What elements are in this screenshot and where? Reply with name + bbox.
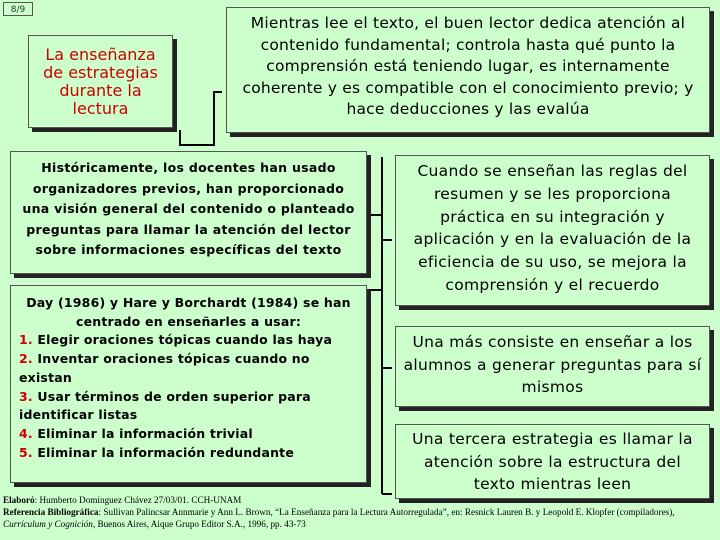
title-text: La enseñanza de estrategias durante la lectura	[43, 44, 158, 118]
item-number: 5.	[19, 444, 33, 460]
elaboro-label: Elaboró	[3, 495, 35, 505]
list-item	[19, 350, 358, 387]
credits	[3, 494, 717, 530]
third-strategy-text: Una tercera estrategia es llamar la atención sobre la estructura del texto mientras leen	[412, 430, 693, 493]
third-strategy-box	[395, 424, 710, 499]
item-text: Eliminar la información redundante	[32, 444, 295, 460]
item-number: 3.	[19, 388, 33, 404]
slide-number: 8/9	[3, 2, 33, 16]
reference-text-1: : Sullivan Palincsar Annmarie y Ann L. Brown, “La Enseñanza para la Lectura Autorregulada”, en: Resnick Lauren B. y Leopold E. Klopfer (compiladores),	[98, 507, 675, 517]
historic-text: Históricamente, los docentes han usado organizadores previos, han proporcionado una visión general del contenido o planteado preguntas para llamar la atención del lector sobre informaciones específicas del texto	[22, 160, 355, 257]
rule-box	[395, 155, 710, 306]
top-text: Mientras lee el texto, el buen lector dedica atención al contenido fundamental; controla hasta qué punto la comprensión está teniendo lugar, es internamente coherente y es compatible con el conocimiento previo; y hace deducciones y las evalúa	[242, 14, 694, 118]
credits-reference	[3, 506, 717, 530]
item-text: Usar términos de orden superior para identificar listas	[19, 388, 311, 423]
title-box	[28, 35, 173, 128]
reference-text-2: , Buenos Aires, Aique Grupo Editor S.A., 1996, pp. 43-73	[92, 519, 306, 529]
item-number: 1.	[19, 332, 33, 348]
item-text: Inventar oraciones tópicas cuando no existan	[19, 351, 310, 385]
item-number: 4.	[19, 425, 33, 441]
list-item	[19, 388, 358, 425]
credits-elaboro	[3, 494, 717, 506]
item-text: Elegir oraciones tópicas cuando las haya	[32, 332, 333, 348]
historic-box	[10, 151, 367, 274]
rule-text: Cuando se enseñan las reglas del resumen y se les proporciona práctica en su integración y aplicación y en la evaluación de la eficiencia de su uso, se mejora la comprensión y el recuerdo	[413, 162, 692, 294]
list-item	[19, 425, 358, 444]
item-number: 2.	[19, 351, 33, 367]
day-heading: Day (1986) y Hare y Borchardt (1984) se han centrado en enseñarles a usar:	[26, 295, 351, 329]
top-text-box	[226, 7, 710, 133]
questions-box	[395, 326, 710, 407]
reference-label: Referencia Bibliográfica	[3, 507, 99, 517]
connector-title-to-top	[180, 92, 222, 145]
item-text: Eliminar la información trivial	[32, 425, 253, 441]
reference-title: Currículum y Cognición	[3, 519, 93, 529]
list-item	[19, 444, 358, 463]
elaboro-text: : Humberto Domínguez Chávez 27/03/01. CCH-UNAM	[34, 495, 242, 505]
list-item	[19, 331, 358, 350]
questions-text: Una más consiste en enseñar a los alumnos a generar preguntas para sí mismos	[403, 333, 702, 396]
day-box	[10, 285, 367, 483]
